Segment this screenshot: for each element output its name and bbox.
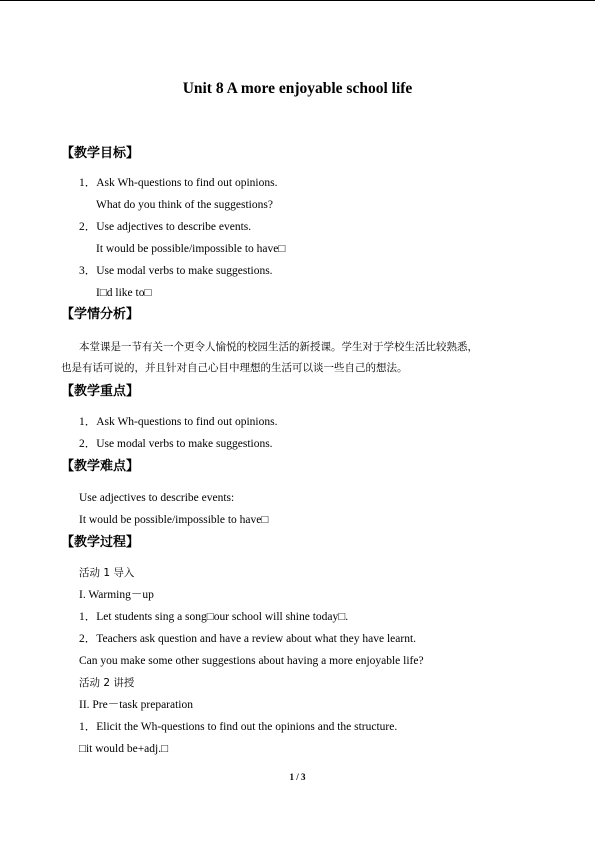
difficulty-item-2: It would be possible/impossible to have□ bbox=[79, 514, 269, 526]
process-step-2: 2．Teachers ask question and have a review about what they have learnt. bbox=[79, 633, 417, 645]
objectives-heading: 【教学目标】 bbox=[61, 146, 140, 161]
process-step-1: 1．Let students sing a song□our school will shine today□. bbox=[79, 611, 349, 623]
difficulties-heading: 【教学难点】 bbox=[61, 459, 140, 474]
objective-item-3: 3．Use modal verbs to make suggestions. bbox=[79, 265, 273, 277]
process-stage-warming-up: I. Warming－up bbox=[79, 589, 154, 601]
objective-example-1: What do you think of the suggestions? bbox=[96, 199, 273, 211]
top-rule bbox=[0, 0, 595, 1]
process-step-elicit: 1．Elicit the Wh-questions to find out the opinions and the structure. bbox=[79, 721, 398, 733]
analysis-heading: 【学情分析】 bbox=[61, 307, 140, 322]
process-activity-1: 活动 1 导入 bbox=[79, 567, 135, 579]
process-structure: □it would be+adj.□ bbox=[79, 743, 169, 755]
analysis-paragraph-line-2: 也是有话可说的，并且针对自己心目中理想的生活可以谈一些自己的想法。 bbox=[61, 362, 408, 374]
process-question: Can you make some other suggestions about having a more enjoyable life? bbox=[79, 655, 424, 667]
document-title: Unit 8 A more enjoyable school life bbox=[182, 80, 413, 97]
analysis-paragraph-line-1: 本堂课是一节有关一个更令人愉悦的校园生活的新授课。学生对于学校生活比较熟悉， bbox=[79, 341, 478, 353]
process-heading: 【教学过程】 bbox=[61, 535, 140, 550]
objective-item-1: 1．Ask Wh-questions to find out opinions. bbox=[79, 177, 278, 189]
objective-example-2: It would be possible/impossible to have□ bbox=[96, 243, 286, 255]
key-point-item-1: 1．Ask Wh-questions to find out opinions. bbox=[79, 416, 278, 428]
page-number: 1 / 3 bbox=[289, 772, 306, 782]
objective-item-2: 2．Use adjectives to describe events. bbox=[79, 221, 252, 233]
difficulty-item-1: Use adjectives to describe events: bbox=[79, 492, 235, 504]
objective-example-3: I□d like to□ bbox=[96, 287, 152, 299]
key-points-heading: 【教学重点】 bbox=[61, 384, 140, 399]
process-stage-pre-task: II. Pre－task preparation bbox=[79, 699, 194, 711]
key-point-item-2: 2．Use modal verbs to make suggestions. bbox=[79, 438, 273, 450]
process-activity-2: 活动 2 讲授 bbox=[79, 677, 135, 689]
